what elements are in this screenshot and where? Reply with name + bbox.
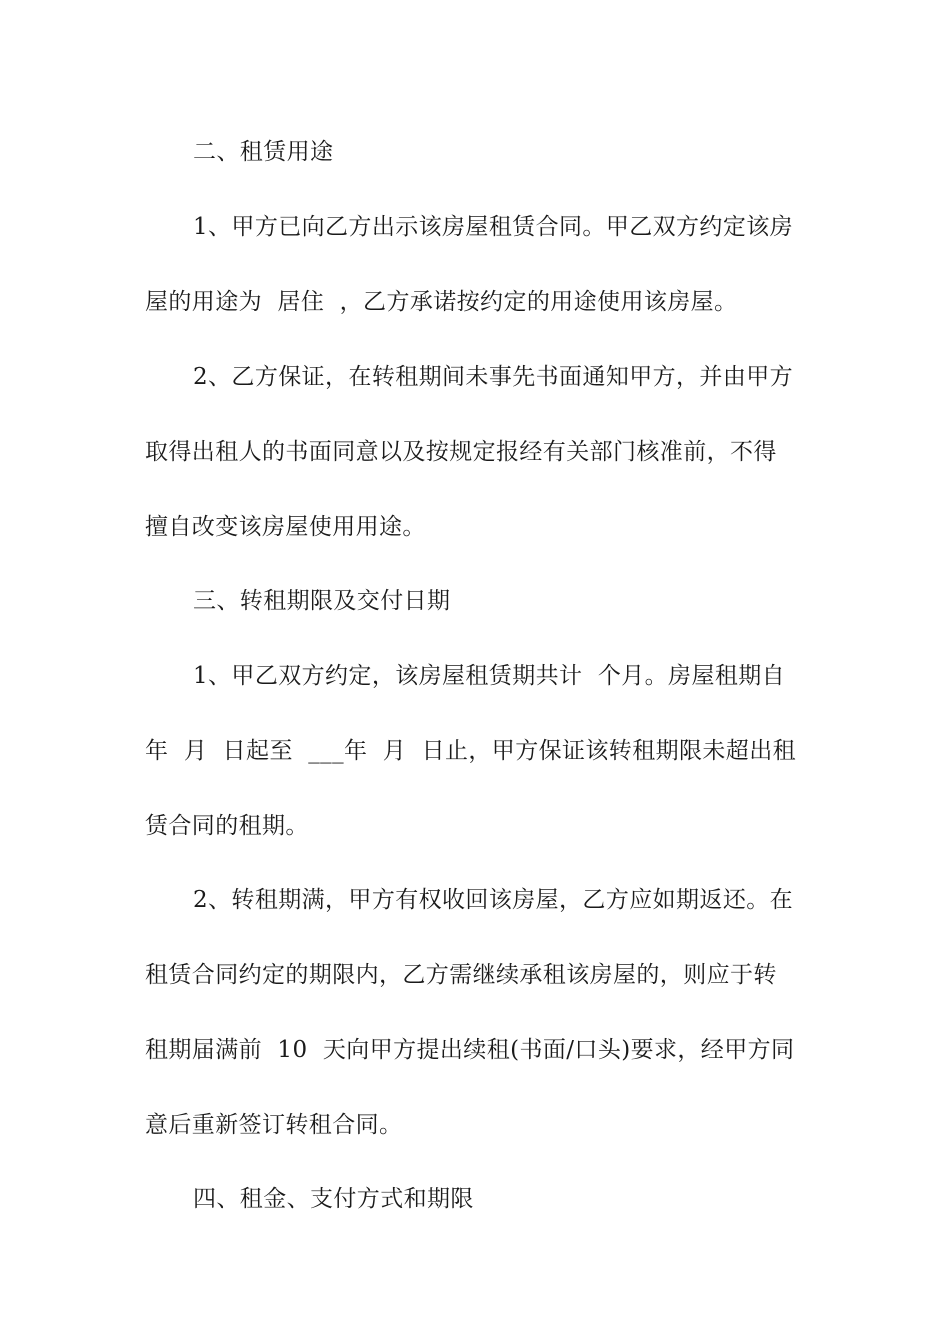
paragraph-line: 擅自改变该房屋使用用途。: [145, 514, 426, 540]
paragraph-line: 2、乙方保证，在转租期间未事先书面通知甲方，并由甲方: [193, 364, 794, 390]
paragraph-line: 1、甲乙双方约定，该房屋租赁期共计 个月。房屋租期自: [193, 663, 786, 689]
paragraph-line: 屋的用途为 居住 ，乙方承诺按约定的用途使用该房屋。: [145, 289, 738, 315]
paragraph-line: 赁合同的租期。: [145, 813, 309, 839]
paragraph-line: 2、转租期满，甲方有权收回该房屋，乙方应如期返还。在: [193, 887, 794, 913]
paragraph-line: 意后重新签订转租合同。: [145, 1112, 403, 1138]
section-heading-sublease-term: 三、转租期限及交付日期: [193, 588, 451, 614]
paragraph-line: 取得出租人的书面同意以及按规定报经有关部门核准前，不得: [145, 439, 777, 465]
paragraph-line: 租赁合同约定的期限内，乙方需继续承租该房屋的，则应于转: [145, 962, 777, 988]
section-heading-rent-payment: 四、租金、支付方式和期限: [193, 1186, 474, 1212]
paragraph-line: 年 月 日起至 ___年 月 日止，甲方保证该转租期限未超出租: [145, 738, 797, 764]
paragraph-line: 租期届满前 10 天向甲方提出续租(书面/口头)要求，经甲方同: [145, 1037, 795, 1063]
section-heading-lease-purpose: 二、租赁用途: [193, 139, 334, 165]
paragraph-line: 1、甲方已向乙方出示该房屋租赁合同。甲乙双方约定该房: [193, 214, 794, 240]
